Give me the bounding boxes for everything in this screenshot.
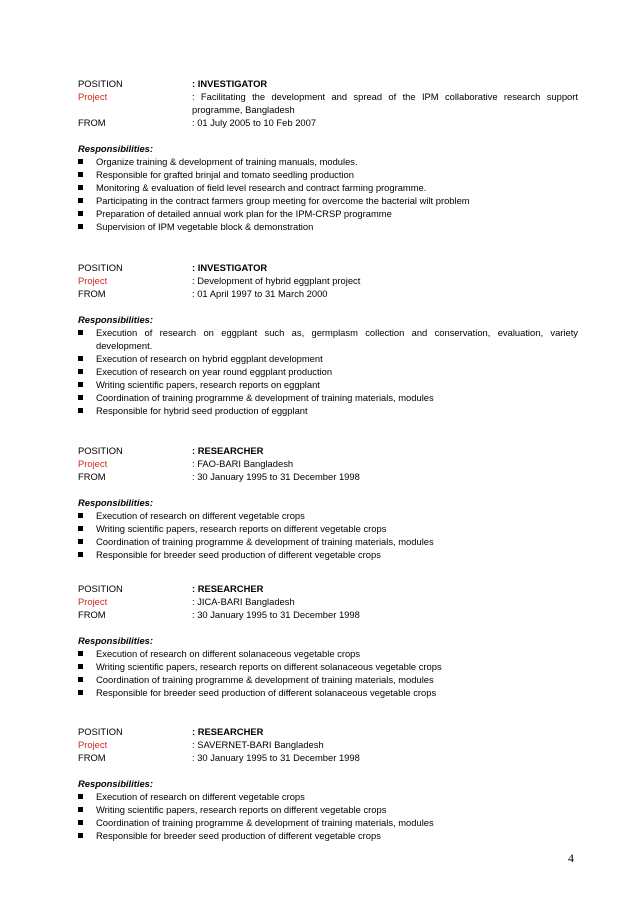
project-label: Project: [78, 458, 108, 469]
list-item: Participating in the contract farmers group meeting for overcome the bacterial wilt problem: [78, 194, 578, 207]
project-label: Project: [78, 91, 108, 102]
position-value: : RESEARCHER: [192, 583, 264, 594]
responsibilities-heading: Responsibilities:: [78, 143, 154, 154]
list-item: Coordination of training programme & development of training materials, modules: [78, 535, 578, 548]
responsibilities-list: [78, 326, 578, 417]
from-value: : 30 January 1995 to 31 December 1998: [192, 471, 360, 482]
bullet-icon: [78, 172, 83, 177]
project-row: [78, 90, 578, 116]
list-item: Supervision of IPM vegetable block & demonstration: [78, 220, 578, 233]
project-label: Project: [78, 275, 108, 286]
position-label: POSITION: [78, 726, 123, 737]
project-value: : Facilitating the development and spread of the IPM collaborative research support programme, Bangladesh: [192, 91, 578, 115]
project-row: [78, 457, 578, 470]
responsibilities-list: [78, 509, 578, 561]
project-value: : JICA-BARI Bangladesh: [192, 596, 295, 607]
from-value: : 01 July 2005 to 10 Feb 2007: [192, 117, 317, 128]
list-item: Responsible for grafted brinjal and tomato seedling production: [78, 168, 578, 181]
bullet-icon: [78, 794, 83, 799]
position-label: POSITION: [78, 583, 123, 594]
list-item: Writing scientific papers, research reports on different vegetable crops: [78, 522, 578, 535]
position-value: : INVESTIGATOR: [192, 78, 268, 89]
project-row: [78, 738, 578, 751]
position-value: : RESEARCHER: [192, 726, 264, 737]
list-item: Coordination of training programme & development of training materials, modules: [78, 816, 578, 829]
list-item: Writing scientific papers, research reports on different solanaceous vegetable crops: [78, 660, 578, 673]
from-label: FROM: [78, 471, 106, 482]
list-item: Coordination of training programme & development of training materials, modules: [78, 673, 578, 686]
bullet-icon: [78, 513, 83, 518]
project-row: [78, 274, 578, 287]
list-item: Writing scientific papers, research reports on different vegetable crops: [78, 803, 578, 816]
list-item: Execution of research on different vegetable crops: [78, 509, 578, 522]
list-item: Responsible for breeder seed production of different vegetable crops: [78, 548, 578, 561]
list-item: Execution of research on different vegetable crops: [78, 790, 578, 803]
responsibilities-list: [78, 790, 578, 842]
responsibilities-heading: Responsibilities:: [78, 635, 154, 646]
list-item: Responsible for breeder seed production of different vegetable crops: [78, 829, 578, 842]
bullet-icon: [78, 382, 83, 387]
project-label: Project: [78, 739, 108, 750]
from-value: : 30 January 1995 to 31 December 1998: [192, 609, 360, 620]
from-row: [78, 608, 578, 621]
position-label: POSITION: [78, 445, 123, 456]
bullet-icon: [78, 807, 83, 812]
responsibilities-heading: Responsibilities:: [78, 497, 154, 508]
position-row: [78, 582, 578, 595]
from-row: [78, 287, 578, 300]
list-item: Responsible for breeder seed production of different solanaceous vegetable crops: [78, 686, 578, 699]
list-item: Execution of research on year round eggplant production: [78, 365, 578, 378]
from-label: FROM: [78, 752, 106, 763]
page-number: 4: [568, 851, 574, 865]
position-label: POSITION: [78, 262, 123, 273]
responsibilities-heading: Responsibilities:: [78, 778, 154, 789]
responsibilities-list: [78, 155, 578, 233]
responsibilities-list: [78, 647, 578, 699]
position-value: : RESEARCHER: [192, 445, 264, 456]
bullet-icon: [78, 330, 83, 335]
project-value: : FAO-BARI Bangladesh: [192, 458, 294, 469]
from-row: [78, 116, 578, 129]
project-value: : Development of hybrid eggplant project: [192, 275, 361, 286]
list-item: Execution of research on eggplant such as, germplasm collection and conservation, evaluation, variety development.: [78, 326, 578, 352]
from-value: : 30 January 1995 to 31 December 1998: [192, 752, 360, 763]
position-row: [78, 725, 578, 738]
bullet-icon: [78, 224, 83, 229]
bullet-icon: [78, 677, 83, 682]
list-item: Coordination of training programme & development of training materials, modules: [78, 391, 578, 404]
project-row: [78, 595, 578, 608]
list-item: Responsible for hybrid seed production of eggplant: [78, 404, 578, 417]
position-section-4: [78, 582, 578, 699]
bullet-icon: [78, 820, 83, 825]
from-label: FROM: [78, 117, 106, 128]
list-item: Organize training & development of training manuals, modules.: [78, 155, 578, 168]
bullet-icon: [78, 198, 83, 203]
bullet-icon: [78, 552, 83, 557]
position-section-3: [78, 444, 578, 561]
bullet-icon: [78, 211, 83, 216]
bullet-icon: [78, 833, 83, 838]
bullet-icon: [78, 159, 83, 164]
list-item: Monitoring & evaluation of field level research and contract farming programme.: [78, 181, 578, 194]
position-value: : INVESTIGATOR: [192, 262, 268, 273]
position-row: [78, 261, 578, 274]
bullet-icon: [78, 664, 83, 669]
project-label: Project: [78, 596, 108, 607]
from-label: FROM: [78, 288, 106, 299]
position-section-1: [78, 77, 578, 233]
list-item: Execution of research on hybrid eggplant development: [78, 352, 578, 365]
position-row: [78, 444, 578, 457]
position-row: [78, 77, 578, 90]
from-row: [78, 751, 578, 764]
position-section-2: [78, 261, 578, 417]
bullet-icon: [78, 408, 83, 413]
position-section-5: [78, 725, 578, 842]
list-item: Execution of research on different solanaceous vegetable crops: [78, 647, 578, 660]
bullet-icon: [78, 690, 83, 695]
bullet-icon: [78, 651, 83, 656]
from-label: FROM: [78, 609, 106, 620]
list-item: Writing scientific papers, research reports on eggplant: [78, 378, 578, 391]
list-item: Preparation of detailed annual work plan for the IPM-CRSP programme: [78, 207, 578, 220]
bullet-icon: [78, 356, 83, 361]
project-value: : SAVERNET-BARI Bangladesh: [192, 739, 324, 750]
bullet-icon: [78, 395, 83, 400]
bullet-icon: [78, 539, 83, 544]
bullet-icon: [78, 526, 83, 531]
position-label: POSITION: [78, 78, 123, 89]
from-value: : 01 April 1997 to 31 March 2000: [192, 288, 328, 299]
bullet-icon: [78, 369, 83, 374]
bullet-icon: [78, 185, 83, 190]
responsibilities-heading: Responsibilities:: [78, 314, 154, 325]
from-row: [78, 470, 578, 483]
